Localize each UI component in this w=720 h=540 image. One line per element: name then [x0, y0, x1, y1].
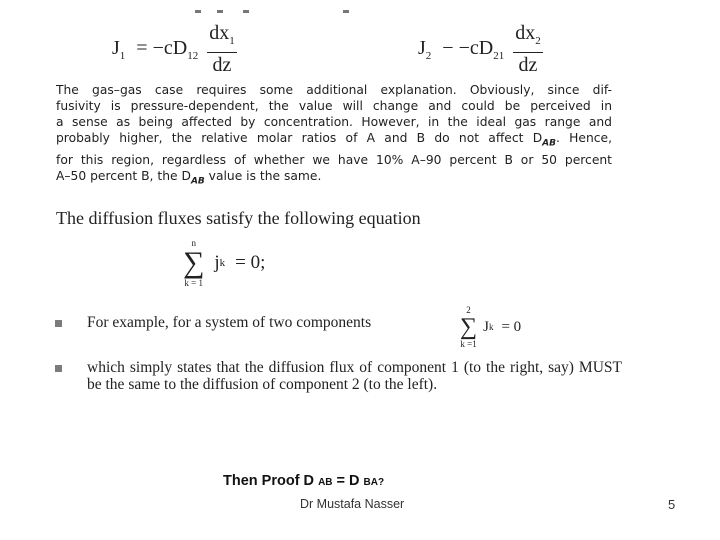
- para-line-5: for this region, regardless of whether we have 10% A–90 percent B or 50 percent: [56, 152, 612, 167]
- sum2-upper: 2: [466, 305, 471, 315]
- proof-sub-ab: AB: [318, 477, 333, 488]
- eq2-lhs: J: [418, 37, 426, 60]
- para-line-6-dab-sub: AB: [190, 176, 205, 187]
- eq2-den: dz: [518, 54, 538, 76]
- sum1-upper: n: [191, 238, 196, 248]
- bullet-marker-1: [55, 320, 62, 327]
- sum2-sigma: ∑: [460, 314, 478, 340]
- sum1-sigma: ∑: [183, 246, 205, 279]
- proof-part-a: Then Proof D: [223, 473, 315, 489]
- sum-equation-1: [183, 238, 265, 288]
- footer-author: Dr Mustafa Nasser: [300, 497, 405, 511]
- sum1-term: j: [214, 252, 220, 273]
- eq2-num: dx: [515, 22, 536, 44]
- eq1-lhs: J: [112, 37, 120, 60]
- sum2-lower: k =1: [460, 339, 477, 349]
- eq1-den: dz: [212, 54, 232, 76]
- equation-flux-2: [418, 22, 543, 77]
- proof-part-b: = D: [332, 473, 360, 489]
- sum2-rhs: = 0: [501, 318, 522, 335]
- eq2-coef-sub: 21: [493, 50, 505, 63]
- eq1-num: dx: [209, 22, 230, 44]
- sum1-lower: k = 1: [184, 278, 203, 288]
- eq1-coef-sub: 12: [187, 50, 199, 63]
- para-line-6-main: A–50 percent B, the D: [56, 168, 191, 183]
- para-line-4-tail: . Hence,: [556, 131, 612, 146]
- sum1-term-sub: k: [219, 257, 226, 269]
- diffusion-fluxes-heading: The diffusion fluxes satisfy the following equation: [56, 208, 421, 228]
- eq1-fraction: [207, 22, 237, 77]
- bullet-marker-2: [55, 365, 62, 372]
- para-line-4: [56, 130, 612, 152]
- para-line-3: a sense as being affected by concentration. However, in the ideal gas range and: [56, 115, 612, 130]
- para-line-1: The gas–gas case requires some additional explanation. Obviously, since dif-: [56, 83, 612, 97]
- page-number: 5: [668, 497, 676, 512]
- sum-equation-2: [460, 305, 521, 349]
- sum1-rhs: = 0;: [235, 252, 266, 273]
- top-scan-marks: [195, 10, 355, 18]
- bullet-text-1: For example, for a system of two components: [87, 314, 372, 331]
- equation-flux-1: [112, 22, 237, 77]
- eq2-fraction: [513, 22, 543, 77]
- para-line-2: fusivity is pressure-dependent, the value will change and could be perceived in: [56, 99, 612, 114]
- para-line-6: [56, 168, 612, 190]
- eq2-lhs-sub: 2: [425, 50, 432, 63]
- para-line-4-dab-sub: AB: [542, 138, 556, 149]
- proof-sub-ba: BA?: [363, 477, 385, 488]
- eq2-op: − −cD: [442, 37, 494, 60]
- eq1-num-sub: 1: [229, 35, 235, 47]
- eq1-op: = −cD: [136, 37, 188, 60]
- sum2-term: J: [483, 318, 489, 335]
- eq1-lhs-sub: 1: [119, 50, 126, 63]
- para-line-4-main: probably higher, the relative molar ratios of A and B do not affect D: [56, 131, 543, 146]
- eq2-num-sub: 2: [535, 35, 541, 47]
- sum2-term-sub: k: [488, 322, 494, 332]
- gas-gas-paragraph: [56, 82, 612, 189]
- para-line-6-tail: value is the same.: [204, 168, 322, 183]
- bullet-text-2: which simply states that the diffusion flux of component 1 (to the right, say) MUST be the same to the diffusion of component 2 (to the left).: [87, 359, 622, 393]
- proof-question: [223, 473, 384, 489]
